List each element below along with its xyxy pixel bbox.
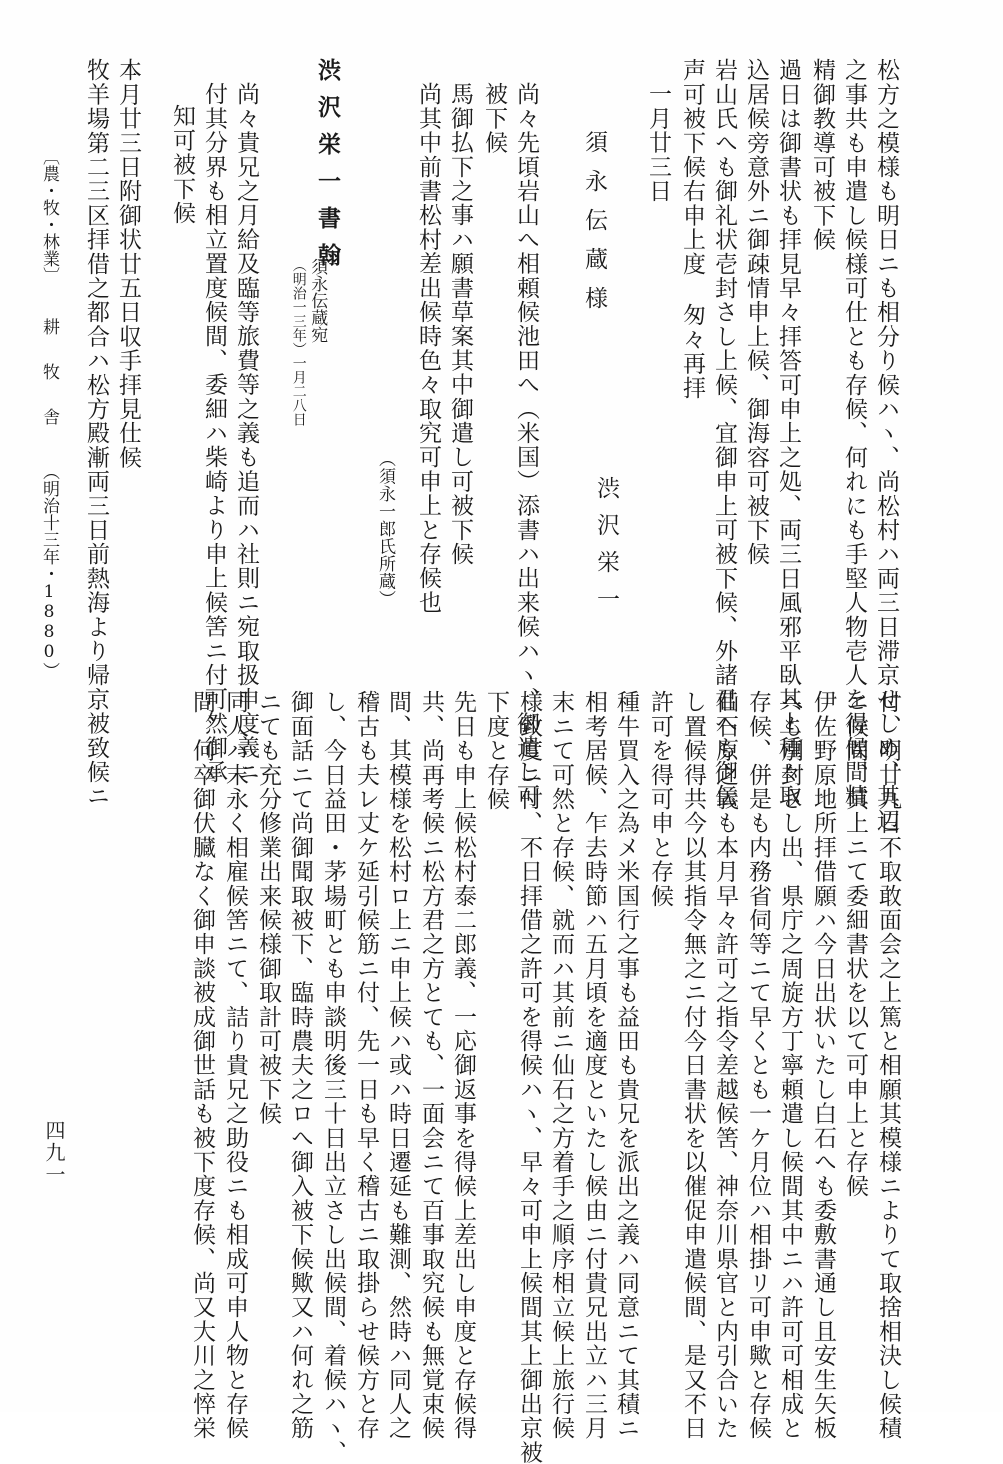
text-column: 種牛買入之為メ米国行之事も益田も貴兄を派出之義ハ同意ニて其積ニ xyxy=(613,690,639,1441)
text-column: 存候、併是も内務省伺等ニて早くとも一ケ月位ハ相掛リ可申歟と存候 xyxy=(745,690,771,1441)
text-column: 付其分界も相立置度候間、委細ハ柴崎より申上候筈ニ付可然御承 xyxy=(201,82,227,784)
text-column: 御面話ニて尚御聞取被下、臨時農夫之ロへ御入被下候歟又ハ何れ之筋 xyxy=(287,690,313,1441)
source-note: （須永一郎氏所蔵） xyxy=(375,450,395,608)
text-column: 間、何卒御伏臓なく御申談被成御世話も被下度存候、尚又大川之悴栄 xyxy=(189,690,215,1441)
text-column: ニても充分修業出来候様御取計可被下候 xyxy=(255,690,281,1126)
letter-title: 渋沢栄一書翰 xyxy=(314,58,341,280)
recipient-name: 須永伝蔵宛 xyxy=(307,258,328,343)
text-column: 間、其模様を松村ロ上ニ申上候ハ或ハ時日遷延も難測、然時ハ同人之 xyxy=(385,690,411,1441)
recipient-note xyxy=(290,258,327,426)
text-column: へも別封さし出、県庁之周旋方丁寧頼遣し候間其中ニハ許可可相成と xyxy=(777,690,803,1441)
running-header xyxy=(40,148,57,679)
text-column: 同人ハ末永く相雇候筈ニて、詰り貴兄之助役ニも相成可申人物と存候 xyxy=(222,690,248,1441)
text-column: 稽古も夫レ丈ケ延引候筋ニ付、先一日も早く稽古ニ取掛らせ候方と存 xyxy=(353,690,379,1441)
text-column: 尚其中前書松村差出候時色々取究可申上と存候也 xyxy=(415,82,441,615)
text-column: 松方之模様も明日ニも相分り候ハヽ、尚松村ハ両三日滞京せしめ、其辺 xyxy=(873,58,899,833)
text-column: 被下候 xyxy=(481,82,507,155)
text-column: 精御教導可被下候 xyxy=(809,58,835,252)
text-column: 下度と存候 xyxy=(483,690,509,811)
text-column: 様致度ニ付、不日拝借之許可を得候ハヽ、早々可申上候間其上御出京被 xyxy=(516,690,542,1464)
text-column: 末ニて可然と存候、就而ハ其前ニ仙石之方着手之順序相立候上旅行候 xyxy=(548,690,574,1441)
addressee: 須永伝蔵様 xyxy=(581,130,607,325)
text-column: 馬御払下之事ハ願書草案其中御遣し可被下候 xyxy=(447,82,473,566)
text-column: 知可被下候 xyxy=(169,104,195,225)
text-column: 尚々貴兄之月給及臨等旅費等之義も追而ハ社則ニ宛取扱申度義ニ xyxy=(233,82,259,784)
text-column: 相考居候、乍去時節ハ五月頃を適度といたし候由ニ付貴兄出立ハ三月 xyxy=(581,690,607,1441)
text-column: し、今日益田・茅場町とも申談明後三十日出立さし出候間、着候ハヽ、 xyxy=(320,690,346,1464)
signature: 渋沢栄一 xyxy=(593,476,619,624)
page-number: 四九一 xyxy=(42,1120,66,1186)
text-column: 尚々先頃岩山へ相頼候池田へ（米国）添書ハ出来候ハヽ、御遣し可 xyxy=(513,82,539,808)
text-column: 付、明廿九日不取敢面会之上篤と相願其模様ニよりて取捨相決し候積 xyxy=(875,690,901,1441)
text-column: 共、尚再考候ニ松方君之方とても、一面会ニて百事取究候も無覚束候 xyxy=(418,690,444,1441)
text-column: 込居候旁意外ニ御疎情申上候、御海容可被下候 xyxy=(743,58,769,567)
org-label: 耕 牧 舎 xyxy=(39,318,59,429)
text-column: 仙石原之義も本月早々許可之指令差越候筈、神奈川県官と内引合いた xyxy=(712,690,738,1441)
text-column: 伊佐野原地所拝借願ハ今日出状いたし白石へも委敷書通し且安生矢板 xyxy=(810,690,836,1441)
text-column: 許可を得可申と存候 xyxy=(647,690,673,908)
text-column: し置候得共今以其指令無之ニ付今日書状を以催促申遣候間、是又不日 xyxy=(680,690,706,1441)
recipient-date: （明治一三年）一月二八日 xyxy=(290,258,307,426)
date-line: 一月廿三日 xyxy=(645,82,671,203)
text-column: 之事共も申遣し候様可仕とも存候、何れにも手堅人物壱人を得候間精 xyxy=(841,58,867,809)
category-label: 〔農・牧・林業〕 xyxy=(39,148,59,284)
text-column: 先日も申上候松村泰二郎義、一応御返事を得候上差出し申度と存候得 xyxy=(450,690,476,1441)
year-label: （明治十三年・1880） xyxy=(39,463,59,679)
text-column: 岩山氏へも御礼状壱封さし上候、宜御申上可被下候、外諸君へも御伝 xyxy=(711,58,737,809)
text-column: ニ候間、其上ニて委細書状を以て可申上と存候 xyxy=(842,690,868,1199)
text-column: 牧羊場第二三区拝借之都合ハ松方殿漸両三日前熱海より帰京被致候ニ xyxy=(83,58,109,809)
text-column: 過日は御書状も拝見早々拝答可申上之処、両三日風邪平臥其上種々取 xyxy=(775,58,801,809)
text-column: 声可被下候右申上度 匆々再拝 xyxy=(679,58,705,400)
text-column: 本月廿三日附御状廿五日収手拝見仕候 xyxy=(115,58,141,470)
